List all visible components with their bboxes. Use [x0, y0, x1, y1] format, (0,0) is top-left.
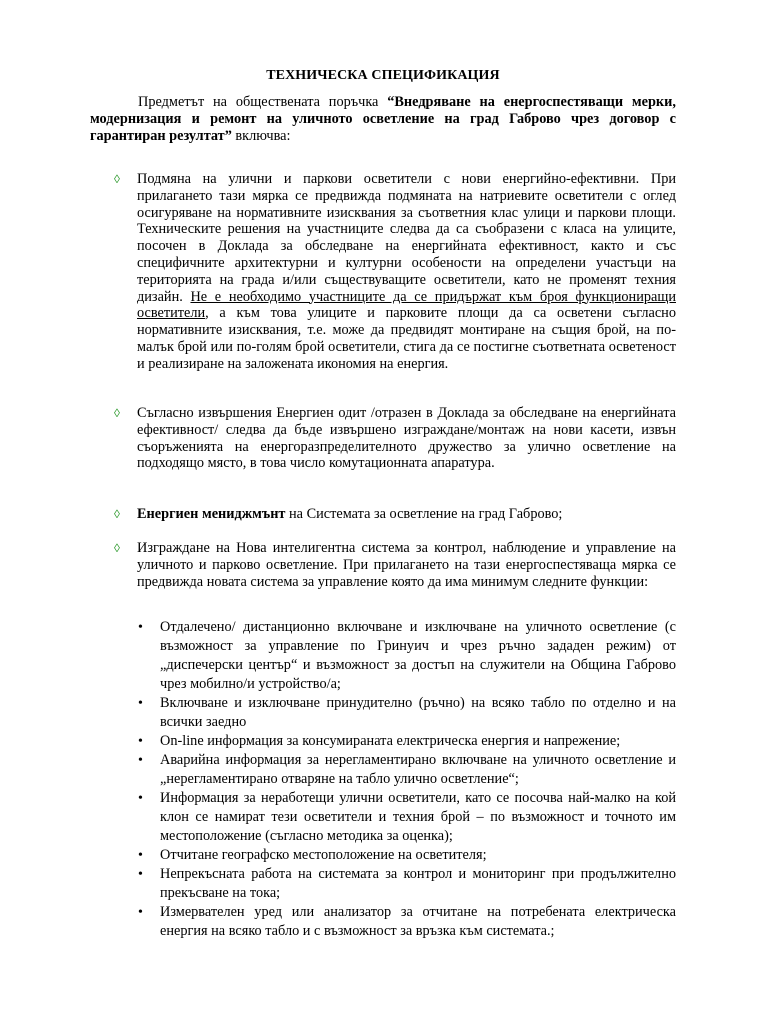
- diamond-bullet-icon: ◊: [114, 406, 120, 420]
- bullet-text: Информация за неработещи улични осветители, като се посочва най-малко на кой клон се намират тези осветители и техния брой – по възможност и точното им местоположение (съгласно методика за оценка);: [160, 790, 676, 844]
- bullet-text: On-line информация за консумираната електрическа енергия и напрежение;: [160, 733, 621, 749]
- diamond-bullet-icon: ◊: [114, 507, 120, 521]
- item-text-continued: , а към това улиците и парковите площи да са осветени съгласно нормативните изисквания, т.е. може да предвидят монтиране на същия брой, на по-малък брой или по-голям брой осветители, стига да се постигне съответната осветеност и реализиране на заложената икономия на енергия.: [137, 305, 676, 372]
- list-item: [137, 506, 676, 523]
- bullet-item: [138, 694, 676, 732]
- intro-paragraph: [90, 94, 676, 144]
- project-name: “Внедряване на енергоспестяващи мерки, модернизация и ремонт на уличното осветление на град Габрово чрез договор с гарантиран резултат”: [90, 94, 676, 144]
- bullet-text: Отдалечено/ дистанционно включване и изключване на уличното осветление (с възможност за управление по Гринуич и чрез ръчно зададен режим) от „диспечерски център“ и възможност за достъп на служители на Община Габрово чрез мобилно/и устройство/а;: [160, 619, 676, 692]
- bullet-text: Непрекъсната работа на системата за контрол и мониторинг при продължително прекъсване на тока;: [160, 866, 676, 901]
- bullet-icon: •: [138, 696, 143, 711]
- bullet-icon: •: [138, 867, 143, 882]
- bullet-item: [138, 789, 676, 846]
- functions-list: [138, 618, 676, 941]
- bullet-item: [138, 846, 676, 865]
- item-bold-text: Енергиен мениджмънт: [137, 506, 286, 522]
- bullet-text: Отчитане географско местоположение на осветителя;: [160, 847, 487, 863]
- list-item: [137, 171, 676, 373]
- bullet-icon: •: [138, 791, 143, 806]
- bullet-item: [138, 751, 676, 789]
- intro-tail: включва:: [231, 127, 291, 144]
- bullet-icon: •: [138, 905, 143, 920]
- bullet-text: Включване и изключване принудително (ръчно) на всяко табло по отделно и на всички заедно: [160, 695, 676, 730]
- list-item: Изграждане на Нова интелигентна система за контрол, наблюдение и управление на уличното и парково осветление. При прилагането на тази енергоспестяваща мярка се предвижда новата система за управление която да има минимум следните функции:: [137, 540, 676, 590]
- bullet-item: [138, 732, 676, 751]
- item-text: Подмяна на улични и паркови осветители с нови енергийно-ефективни. При прилагането тази мярка се предвижда подмяната на натриевите осветители с оглед осигуряване на нормативните изисквания за съответния клас улици и паркови площи. Техническите решения на участниците следва да са съобразени с класа на улиците, посочен в Доклада за обследване на енергийната ефективност, както и със специфичните архитектурни и културни особености на определени участъци на територията на града и/или съществуващите осветители, като не променят техния дизайн.: [137, 171, 676, 305]
- bullet-icon: •: [138, 734, 143, 749]
- diamond-bullet-icon: ◊: [114, 172, 120, 186]
- bullet-item: [138, 903, 676, 941]
- bullet-item: [138, 865, 676, 903]
- bullet-icon: •: [138, 620, 143, 635]
- intro-text: Предметът на обществената поръчка: [138, 94, 388, 110]
- bullet-item: [138, 618, 676, 694]
- bullet-icon: •: [138, 848, 143, 863]
- bullet-text: Измервателен уред или анализатор за отчитане на потребената електрическа енергия на всяко табло и с възможност за връзка към системата.;: [160, 904, 676, 939]
- page-title: ТЕХНИЧЕСКА СПЕЦИФИКАЦИЯ: [266, 68, 500, 83]
- item-underlined-text: Не е необходимо участниците да се придържат към броя функциониращи осветители: [137, 288, 676, 322]
- bullet-text: Аварийна информация за нерегламентирано включване на уличното осветление и „нерегламентирано отваряне на табло улично осветление“;: [160, 752, 676, 787]
- list-item: Съгласно извършения Енергиен одит /отразен в Доклада за обследване на енергийната ефективност/ следва да бъде извършено изграждане/монтаж на нови касети, извън съоръженията на енергоразпределителното дружество за улично осветление на подходящо място, в това число комутационната апаратура.: [137, 405, 676, 472]
- item-text: на Системата за осветление на град Габрово;: [285, 506, 563, 522]
- bullet-icon: •: [138, 753, 143, 768]
- diamond-bullet-icon: ◊: [114, 541, 120, 555]
